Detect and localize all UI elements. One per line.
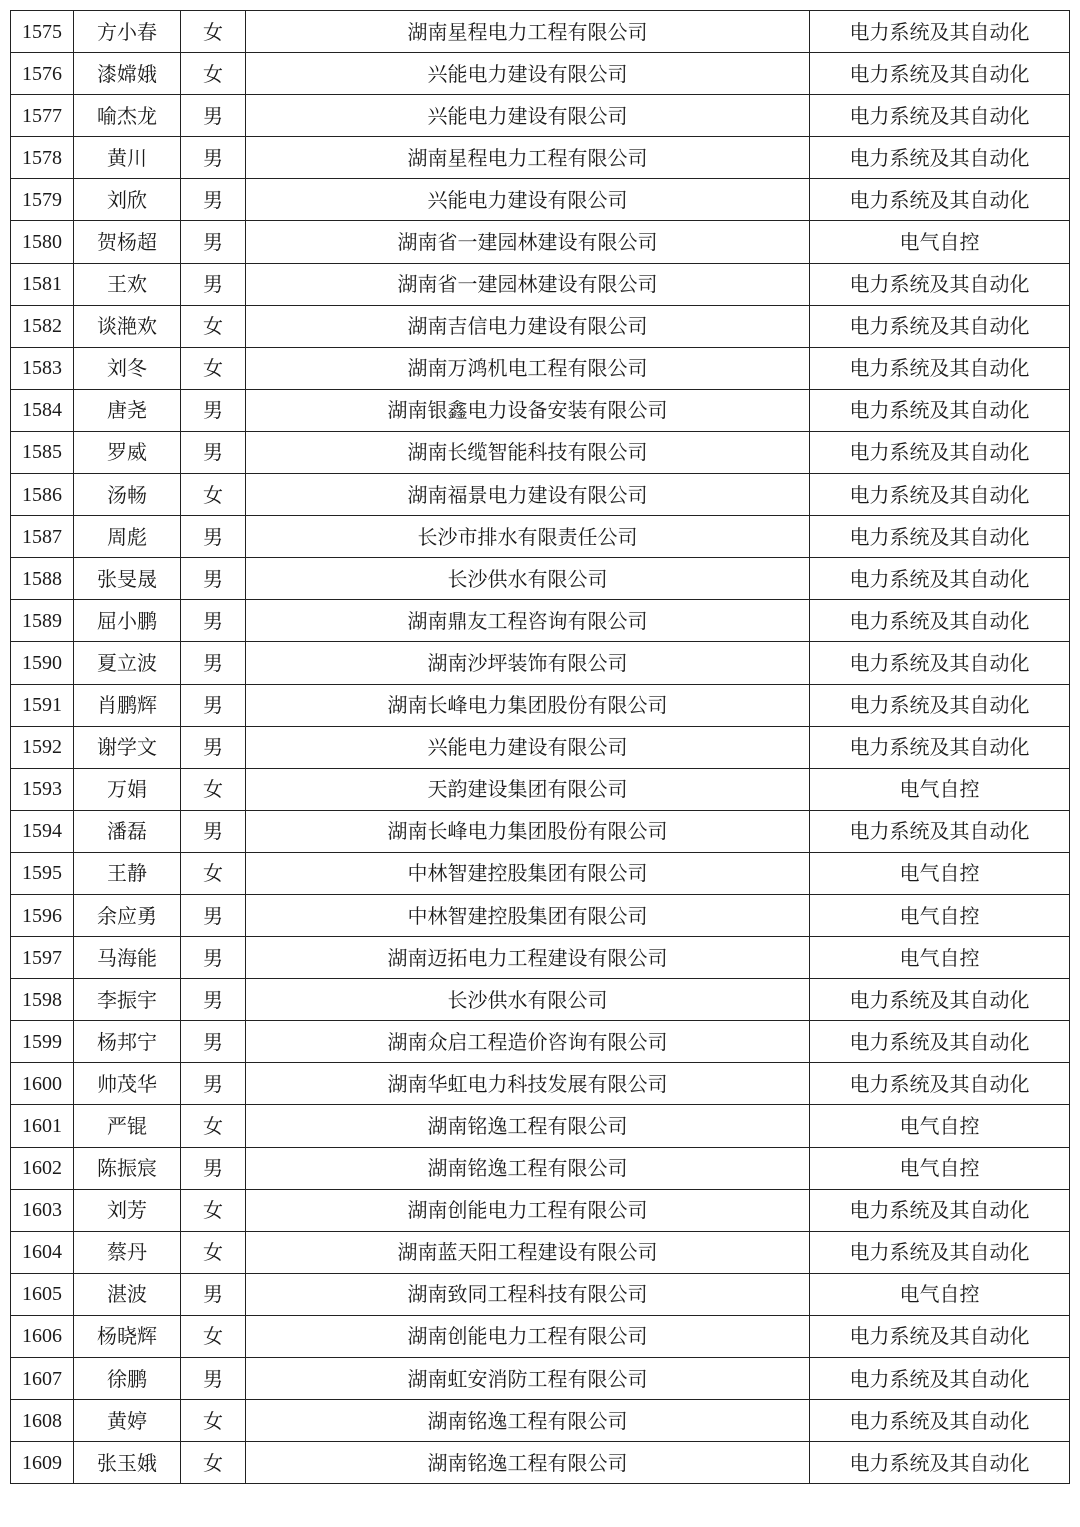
gender-cell: 男 bbox=[181, 600, 246, 642]
row-number-cell: 1600 bbox=[11, 1063, 74, 1105]
major-cell: 电力系统及其自动化 bbox=[810, 137, 1070, 179]
row-number-cell: 1578 bbox=[11, 137, 74, 179]
gender-cell: 女 bbox=[181, 1442, 246, 1484]
company-cell: 湖南福景电力建设有限公司 bbox=[246, 474, 810, 516]
name-cell: 喻杰龙 bbox=[74, 95, 181, 137]
name-cell: 王欢 bbox=[74, 263, 181, 305]
major-cell: 电力系统及其自动化 bbox=[810, 810, 1070, 852]
company-cell: 湖南创能电力工程有限公司 bbox=[246, 1189, 810, 1231]
name-cell: 徐鹏 bbox=[74, 1358, 181, 1400]
table-row bbox=[11, 53, 1070, 95]
row-number-cell: 1580 bbox=[11, 221, 74, 263]
table-row bbox=[11, 516, 1070, 558]
table-row bbox=[11, 263, 1070, 305]
major-cell: 电力系统及其自动化 bbox=[810, 1442, 1070, 1484]
major-cell: 电力系统及其自动化 bbox=[810, 1358, 1070, 1400]
company-cell: 湖南银鑫电力设备安装有限公司 bbox=[246, 389, 810, 431]
table-row bbox=[11, 1442, 1070, 1484]
row-number-cell: 1599 bbox=[11, 1021, 74, 1063]
major-cell: 电力系统及其自动化 bbox=[810, 1021, 1070, 1063]
name-cell: 李振宇 bbox=[74, 979, 181, 1021]
row-number-cell: 1575 bbox=[11, 11, 74, 53]
roster-table bbox=[10, 10, 1070, 1484]
row-number-cell: 1603 bbox=[11, 1189, 74, 1231]
name-cell: 周彪 bbox=[74, 516, 181, 558]
row-number-cell: 1608 bbox=[11, 1400, 74, 1442]
company-cell: 兴能电力建设有限公司 bbox=[246, 179, 810, 221]
name-cell: 马海能 bbox=[74, 937, 181, 979]
major-cell: 电力系统及其自动化 bbox=[810, 642, 1070, 684]
gender-cell: 女 bbox=[181, 1400, 246, 1442]
table-row bbox=[11, 810, 1070, 852]
row-number-cell: 1581 bbox=[11, 263, 74, 305]
row-number-cell: 1589 bbox=[11, 600, 74, 642]
gender-cell: 女 bbox=[181, 53, 246, 95]
name-cell: 陈振宸 bbox=[74, 1147, 181, 1189]
company-cell: 兴能电力建设有限公司 bbox=[246, 53, 810, 95]
row-number-cell: 1601 bbox=[11, 1105, 74, 1147]
table-row bbox=[11, 600, 1070, 642]
row-number-cell: 1609 bbox=[11, 1442, 74, 1484]
gender-cell: 男 bbox=[181, 263, 246, 305]
table-row bbox=[11, 642, 1070, 684]
major-cell: 电气自控 bbox=[810, 768, 1070, 810]
company-cell: 湖南致同工程科技有限公司 bbox=[246, 1273, 810, 1315]
gender-cell: 男 bbox=[181, 1021, 246, 1063]
company-cell: 湖南吉信电力建设有限公司 bbox=[246, 305, 810, 347]
table-row bbox=[11, 1021, 1070, 1063]
name-cell: 严锟 bbox=[74, 1105, 181, 1147]
gender-cell: 男 bbox=[181, 642, 246, 684]
table-row bbox=[11, 684, 1070, 726]
row-number-cell: 1586 bbox=[11, 474, 74, 516]
company-cell: 湖南沙坪装饰有限公司 bbox=[246, 642, 810, 684]
name-cell: 杨邦宁 bbox=[74, 1021, 181, 1063]
major-cell: 电力系统及其自动化 bbox=[810, 516, 1070, 558]
gender-cell: 女 bbox=[181, 1315, 246, 1357]
company-cell: 湖南长峰电力集团股份有限公司 bbox=[246, 810, 810, 852]
company-cell: 兴能电力建设有限公司 bbox=[246, 726, 810, 768]
major-cell: 电力系统及其自动化 bbox=[810, 95, 1070, 137]
table-row bbox=[11, 1315, 1070, 1357]
table-row bbox=[11, 979, 1070, 1021]
table-row bbox=[11, 431, 1070, 473]
major-cell: 电力系统及其自动化 bbox=[810, 11, 1070, 53]
gender-cell: 女 bbox=[181, 1231, 246, 1273]
gender-cell: 女 bbox=[181, 1105, 246, 1147]
company-cell: 中林智建控股集团有限公司 bbox=[246, 894, 810, 936]
gender-cell: 男 bbox=[181, 1147, 246, 1189]
gender-cell: 男 bbox=[181, 137, 246, 179]
row-number-cell: 1585 bbox=[11, 431, 74, 473]
gender-cell: 男 bbox=[181, 516, 246, 558]
major-cell: 电力系统及其自动化 bbox=[810, 600, 1070, 642]
roster-sheet bbox=[10, 10, 1069, 1484]
company-cell: 湖南迈拓电力工程建设有限公司 bbox=[246, 937, 810, 979]
company-cell: 湖南铭逸工程有限公司 bbox=[246, 1147, 810, 1189]
major-cell: 电力系统及其自动化 bbox=[810, 1315, 1070, 1357]
row-number-cell: 1577 bbox=[11, 95, 74, 137]
gender-cell: 男 bbox=[181, 684, 246, 726]
major-cell: 电力系统及其自动化 bbox=[810, 558, 1070, 600]
company-cell: 湖南蓝天阳工程建设有限公司 bbox=[246, 1231, 810, 1273]
row-number-cell: 1584 bbox=[11, 389, 74, 431]
table-row bbox=[11, 1189, 1070, 1231]
gender-cell: 男 bbox=[181, 389, 246, 431]
company-cell: 湖南铭逸工程有限公司 bbox=[246, 1105, 810, 1147]
company-cell: 湖南星程电力工程有限公司 bbox=[246, 11, 810, 53]
row-number-cell: 1576 bbox=[11, 53, 74, 95]
name-cell: 张玉娥 bbox=[74, 1442, 181, 1484]
table-row bbox=[11, 726, 1070, 768]
table-row bbox=[11, 937, 1070, 979]
company-cell: 兴能电力建设有限公司 bbox=[246, 95, 810, 137]
name-cell: 蔡丹 bbox=[74, 1231, 181, 1273]
major-cell: 电力系统及其自动化 bbox=[810, 979, 1070, 1021]
gender-cell: 男 bbox=[181, 221, 246, 263]
major-cell: 电气自控 bbox=[810, 852, 1070, 894]
company-cell: 湖南鼎友工程咨询有限公司 bbox=[246, 600, 810, 642]
company-cell: 湖南长峰电力集团股份有限公司 bbox=[246, 684, 810, 726]
row-number-cell: 1592 bbox=[11, 726, 74, 768]
table-row bbox=[11, 179, 1070, 221]
row-number-cell: 1595 bbox=[11, 852, 74, 894]
table-row bbox=[11, 347, 1070, 389]
row-number-cell: 1583 bbox=[11, 347, 74, 389]
table-row bbox=[11, 474, 1070, 516]
row-number-cell: 1604 bbox=[11, 1231, 74, 1273]
table-row bbox=[11, 1231, 1070, 1273]
gender-cell: 男 bbox=[181, 979, 246, 1021]
name-cell: 万娟 bbox=[74, 768, 181, 810]
company-cell: 湖南华虹电力科技发展有限公司 bbox=[246, 1063, 810, 1105]
name-cell: 夏立波 bbox=[74, 642, 181, 684]
major-cell: 电力系统及其自动化 bbox=[810, 53, 1070, 95]
major-cell: 电气自控 bbox=[810, 221, 1070, 263]
row-number-cell: 1596 bbox=[11, 894, 74, 936]
company-cell: 湖南铭逸工程有限公司 bbox=[246, 1400, 810, 1442]
major-cell: 电气自控 bbox=[810, 1273, 1070, 1315]
major-cell: 电力系统及其自动化 bbox=[810, 1189, 1070, 1231]
major-cell: 电力系统及其自动化 bbox=[810, 431, 1070, 473]
company-cell: 湖南万鸿机电工程有限公司 bbox=[246, 347, 810, 389]
major-cell: 电力系统及其自动化 bbox=[810, 305, 1070, 347]
major-cell: 电力系统及其自动化 bbox=[810, 474, 1070, 516]
name-cell: 汤畅 bbox=[74, 474, 181, 516]
gender-cell: 男 bbox=[181, 558, 246, 600]
name-cell: 黄川 bbox=[74, 137, 181, 179]
name-cell: 唐尧 bbox=[74, 389, 181, 431]
name-cell: 刘芳 bbox=[74, 1189, 181, 1231]
table-row bbox=[11, 894, 1070, 936]
name-cell: 黄婷 bbox=[74, 1400, 181, 1442]
major-cell: 电力系统及其自动化 bbox=[810, 347, 1070, 389]
company-cell: 湖南星程电力工程有限公司 bbox=[246, 137, 810, 179]
company-cell: 湖南虹安消防工程有限公司 bbox=[246, 1358, 810, 1400]
row-number-cell: 1593 bbox=[11, 768, 74, 810]
name-cell: 漆嫦娥 bbox=[74, 53, 181, 95]
gender-cell: 男 bbox=[181, 1273, 246, 1315]
company-cell: 湖南省一建园林建设有限公司 bbox=[246, 221, 810, 263]
roster-table-body bbox=[11, 11, 1070, 1484]
row-number-cell: 1602 bbox=[11, 1147, 74, 1189]
table-row bbox=[11, 1147, 1070, 1189]
table-row bbox=[11, 558, 1070, 600]
table-row bbox=[11, 137, 1070, 179]
name-cell: 罗威 bbox=[74, 431, 181, 473]
name-cell: 谈滟欢 bbox=[74, 305, 181, 347]
major-cell: 电力系统及其自动化 bbox=[810, 1400, 1070, 1442]
gender-cell: 男 bbox=[181, 1063, 246, 1105]
gender-cell: 男 bbox=[181, 937, 246, 979]
gender-cell: 男 bbox=[181, 894, 246, 936]
table-row bbox=[11, 768, 1070, 810]
name-cell: 杨晓辉 bbox=[74, 1315, 181, 1357]
table-row bbox=[11, 11, 1070, 53]
row-number-cell: 1579 bbox=[11, 179, 74, 221]
gender-cell: 女 bbox=[181, 305, 246, 347]
row-number-cell: 1598 bbox=[11, 979, 74, 1021]
gender-cell: 男 bbox=[181, 1358, 246, 1400]
row-number-cell: 1582 bbox=[11, 305, 74, 347]
company-cell: 湖南众启工程造价咨询有限公司 bbox=[246, 1021, 810, 1063]
major-cell: 电力系统及其自动化 bbox=[810, 726, 1070, 768]
gender-cell: 女 bbox=[181, 768, 246, 810]
table-row bbox=[11, 852, 1070, 894]
row-number-cell: 1587 bbox=[11, 516, 74, 558]
name-cell: 帅茂华 bbox=[74, 1063, 181, 1105]
name-cell: 屈小鹏 bbox=[74, 600, 181, 642]
table-row bbox=[11, 389, 1070, 431]
gender-cell: 女 bbox=[181, 1189, 246, 1231]
name-cell: 刘冬 bbox=[74, 347, 181, 389]
name-cell: 湛波 bbox=[74, 1273, 181, 1315]
table-row bbox=[11, 1105, 1070, 1147]
company-cell: 长沙市排水有限责任公司 bbox=[246, 516, 810, 558]
table-row bbox=[11, 1400, 1070, 1442]
company-cell: 天韵建设集团有限公司 bbox=[246, 768, 810, 810]
major-cell: 电力系统及其自动化 bbox=[810, 1231, 1070, 1273]
major-cell: 电力系统及其自动化 bbox=[810, 179, 1070, 221]
gender-cell: 男 bbox=[181, 179, 246, 221]
major-cell: 电力系统及其自动化 bbox=[810, 389, 1070, 431]
company-cell: 长沙供水有限公司 bbox=[246, 558, 810, 600]
major-cell: 电力系统及其自动化 bbox=[810, 684, 1070, 726]
row-number-cell: 1591 bbox=[11, 684, 74, 726]
row-number-cell: 1607 bbox=[11, 1358, 74, 1400]
name-cell: 余应勇 bbox=[74, 894, 181, 936]
name-cell: 王静 bbox=[74, 852, 181, 894]
name-cell: 刘欣 bbox=[74, 179, 181, 221]
row-number-cell: 1606 bbox=[11, 1315, 74, 1357]
company-cell: 湖南省一建园林建设有限公司 bbox=[246, 263, 810, 305]
company-cell: 湖南创能电力工程有限公司 bbox=[246, 1315, 810, 1357]
company-cell: 湖南铭逸工程有限公司 bbox=[246, 1442, 810, 1484]
row-number-cell: 1594 bbox=[11, 810, 74, 852]
gender-cell: 男 bbox=[181, 810, 246, 852]
major-cell: 电力系统及其自动化 bbox=[810, 1063, 1070, 1105]
gender-cell: 女 bbox=[181, 852, 246, 894]
company-cell: 长沙供水有限公司 bbox=[246, 979, 810, 1021]
table-row bbox=[11, 221, 1070, 263]
table-row bbox=[11, 1358, 1070, 1400]
major-cell: 电气自控 bbox=[810, 1105, 1070, 1147]
major-cell: 电气自控 bbox=[810, 937, 1070, 979]
gender-cell: 男 bbox=[181, 95, 246, 137]
major-cell: 电气自控 bbox=[810, 894, 1070, 936]
name-cell: 谢学文 bbox=[74, 726, 181, 768]
name-cell: 方小春 bbox=[74, 11, 181, 53]
row-number-cell: 1605 bbox=[11, 1273, 74, 1315]
company-cell: 中林智建控股集团有限公司 bbox=[246, 852, 810, 894]
gender-cell: 女 bbox=[181, 474, 246, 516]
name-cell: 张旻晟 bbox=[74, 558, 181, 600]
gender-cell: 男 bbox=[181, 726, 246, 768]
name-cell: 潘磊 bbox=[74, 810, 181, 852]
major-cell: 电气自控 bbox=[810, 1147, 1070, 1189]
row-number-cell: 1590 bbox=[11, 642, 74, 684]
table-row bbox=[11, 1063, 1070, 1105]
gender-cell: 男 bbox=[181, 431, 246, 473]
table-row bbox=[11, 305, 1070, 347]
row-number-cell: 1588 bbox=[11, 558, 74, 600]
row-number-cell: 1597 bbox=[11, 937, 74, 979]
name-cell: 贺杨超 bbox=[74, 221, 181, 263]
name-cell: 肖鹏辉 bbox=[74, 684, 181, 726]
major-cell: 电力系统及其自动化 bbox=[810, 263, 1070, 305]
table-row bbox=[11, 95, 1070, 137]
gender-cell: 女 bbox=[181, 347, 246, 389]
gender-cell: 女 bbox=[181, 11, 246, 53]
company-cell: 湖南长缆智能科技有限公司 bbox=[246, 431, 810, 473]
table-row bbox=[11, 1273, 1070, 1315]
